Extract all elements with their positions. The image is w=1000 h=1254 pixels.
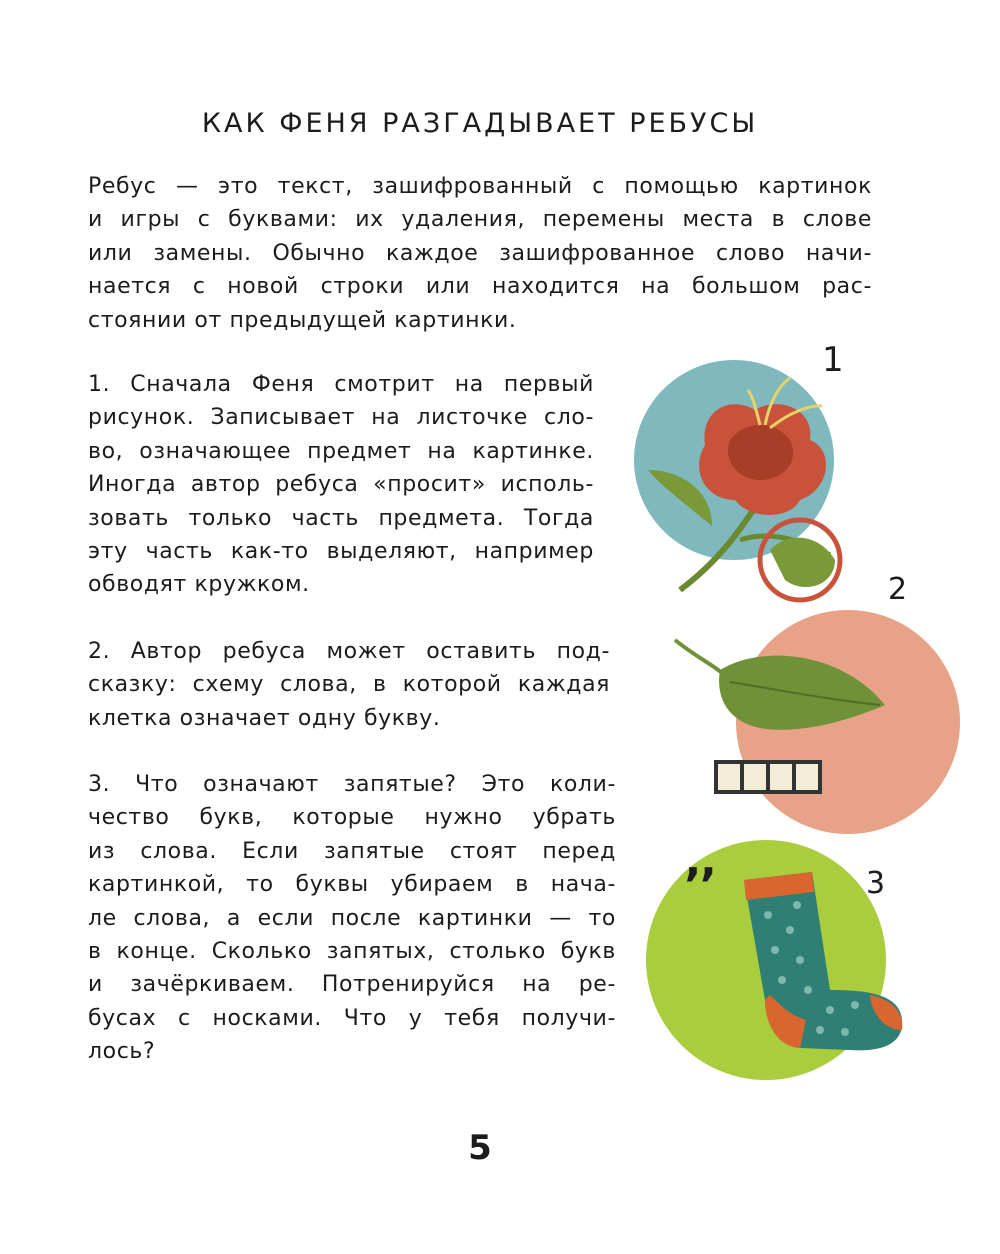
text-line: чество букв, которые нужно убрать <box>88 805 616 831</box>
text-line: лось? <box>88 1039 156 1065</box>
text-line: или замены. Обычно каждое зашифрованное слово начи- <box>88 240 872 266</box>
comma-marks: ’’ <box>684 858 715 912</box>
page-title: КАК ФЕНЯ РАЗГАДЫВАЕТ РЕБУСЫ <box>201 108 759 139</box>
text-line: 3. Что означают запятые? Это коли- <box>88 772 616 797</box>
flower-rebus-image <box>634 360 840 600</box>
illustration-label-1: 1 <box>822 340 844 380</box>
leaf-rebus-image <box>675 610 960 834</box>
text-line: Иногда автор ребуса «просит» исполь- <box>88 472 594 498</box>
letter-boxes <box>716 762 820 792</box>
text-line: клетка означает одну букву. <box>88 705 441 731</box>
text-line: сказку: схему слова, в которой каждая <box>88 672 610 698</box>
text-line: и игры с буквами: их удаления, перемены места в слове <box>88 207 872 233</box>
text-line: эту часть как-то выделяют, например <box>88 539 594 565</box>
text-line: обводят кружком. <box>88 572 310 598</box>
text-line: ле слова, а если после картинки — то <box>88 905 616 931</box>
text-line: из слова. Если запятые стоят перед <box>88 838 616 864</box>
text-line: Ребус — это текст, зашифрованный с помощью картинок <box>88 174 872 199</box>
illustration-label-2: 2 <box>888 572 908 607</box>
text-line: стоянии от предыдущей картинки. <box>88 307 517 333</box>
text-line: рисунок. Записывает на листочке сло- <box>88 405 594 431</box>
text-line: 2. Автор ребуса может оставить под- <box>88 639 610 664</box>
text-line: и зачёркиваем. Потренируйся на ре- <box>88 972 616 998</box>
text-line: в конце. Сколько запятых, столько букв <box>88 939 616 965</box>
page-number: 5 <box>468 1128 492 1168</box>
illustration-label-3: 3 <box>866 866 886 901</box>
text-line: бусах с носками. Что у тебя получи- <box>88 1005 616 1031</box>
text-line: нается с новой строки или находится на большом рас- <box>88 274 872 300</box>
text-line: картинкой, то буквы убираем в нача- <box>88 872 616 898</box>
text-line: 1. Сначала Феня смотрит на первый <box>88 372 594 397</box>
circled-leaf <box>770 538 835 587</box>
text-line: зовать только часть предмета. Тогда <box>88 505 594 531</box>
text-line: во, означающее предмет на картинке. <box>88 438 594 464</box>
